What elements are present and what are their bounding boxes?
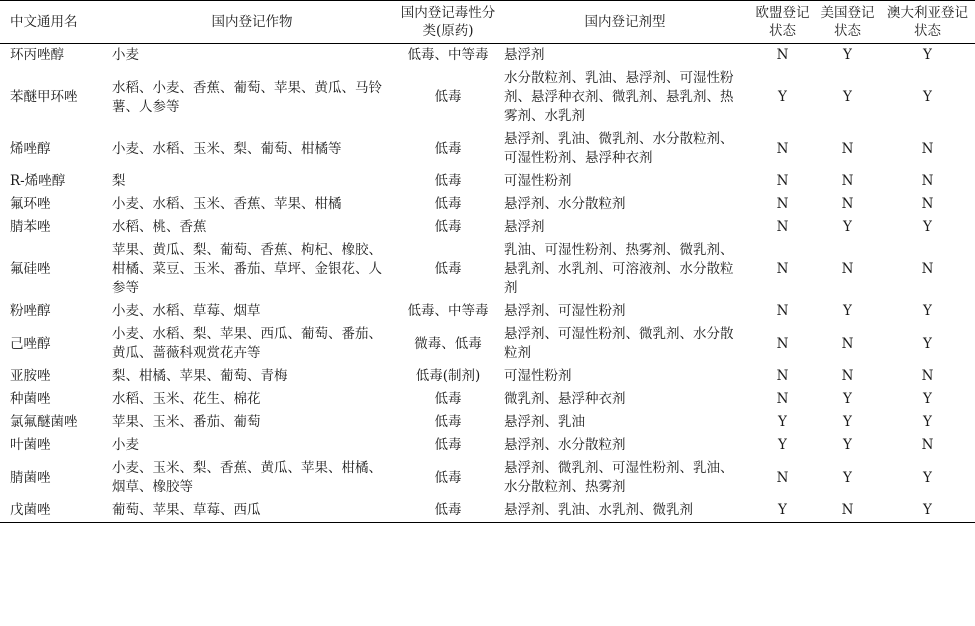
cell-name: 苯醚甲环唑 <box>10 89 78 105</box>
cell-toxicity: 微毒、低毒 <box>414 335 482 352</box>
cell-eu-status: N <box>776 47 789 63</box>
header-crops: 国内登记作物 <box>211 14 293 30</box>
table-row <box>0 323 975 365</box>
cell-name: 粉唑醇 <box>10 303 51 319</box>
cell-name: R-烯唑醇 <box>10 173 66 189</box>
cell-eu-status: N <box>776 261 789 277</box>
cell-eu-status: Y <box>778 437 787 453</box>
table-row <box>0 434 975 457</box>
cell-us-status: Y <box>843 469 852 486</box>
cell-us-status: Y <box>843 303 852 319</box>
cell-crops: 梨 <box>112 173 126 189</box>
header-eu-status: 欧盟登记状态 <box>755 5 810 39</box>
cell-crops: 苹果、玉米、番茄、葡萄 <box>112 414 261 430</box>
cell-formulations: 悬浮剂、水分散粒剂 <box>504 437 626 453</box>
cell-toxicity: 低毒 <box>434 391 462 407</box>
cell-eu-status: N <box>776 173 789 189</box>
cell-au-status: Y <box>923 502 932 518</box>
cell-toxicity: 低毒 <box>434 437 462 453</box>
cell-name: 氟环唑 <box>10 196 51 212</box>
cell-us-status: N <box>841 196 854 212</box>
header-au-status: 澳大利亚登记状态 <box>887 5 968 39</box>
cell-toxicity: 低毒 <box>434 414 462 430</box>
cell-au-status: N <box>921 173 934 189</box>
cell-eu-status: N <box>776 335 789 352</box>
cell-au-status: N <box>921 368 934 384</box>
cell-crops: 水稻、玉米、花生、棉花 <box>112 391 261 407</box>
cell-formulations: 可湿性粉剂 <box>504 173 572 189</box>
cell-formulations: 微乳剂、悬浮种衣剂 <box>504 391 626 407</box>
cell-eu-status: N <box>776 368 789 384</box>
cell-us-status: Y <box>843 219 852 235</box>
table-row <box>0 499 975 523</box>
cell-au-status: Y <box>923 391 932 407</box>
cell-eu-status: Y <box>778 502 787 518</box>
cell-toxicity: 低毒 <box>434 196 462 212</box>
table-row <box>0 365 975 388</box>
cell-name: 叶菌唑 <box>10 437 51 453</box>
cell-us-status: N <box>841 335 854 352</box>
cell-crops: 小麦 <box>112 437 139 453</box>
cell-name: 种菌唑 <box>10 391 51 407</box>
table-row <box>0 193 975 216</box>
cell-formulations: 悬浮剂、可湿性粉剂 <box>504 303 626 319</box>
cell-eu-status: N <box>776 391 789 407</box>
cell-crops: 水稻、桃、香蕉 <box>112 219 207 235</box>
cell-formulations: 水分散粒剂、乳油、悬浮剂、可湿性粉剂、悬浮种衣剂、微乳剂、悬乳剂、热雾剂、水乳剂 <box>504 70 734 124</box>
table-row <box>0 67 975 128</box>
cell-au-status: Y <box>923 303 932 319</box>
cell-au-status: Y <box>923 89 932 105</box>
header-formulations: 国内登记剂型 <box>584 14 666 30</box>
cell-au-status: Y <box>923 414 932 430</box>
cell-formulations: 可湿性粉剂 <box>504 368 572 384</box>
cell-formulations: 悬浮剂、乳油 <box>504 414 585 430</box>
cell-toxicity: 低毒 <box>434 219 462 235</box>
cell-toxicity: 低毒、中等毒 <box>407 303 489 319</box>
cell-name: 腈菌唑 <box>10 469 51 486</box>
cell-eu-status: Y <box>778 414 787 430</box>
cell-name: 腈苯唑 <box>10 219 51 235</box>
cell-toxicity: 低毒(制剂) <box>415 368 481 384</box>
table-row <box>0 411 975 434</box>
cell-crops: 苹果、黄瓜、梨、葡萄、香蕉、枸杞、橡胶、柑橘、菜豆、玉米、番茄、草坪、金银花、人参等 <box>112 242 382 296</box>
cell-us-status: Y <box>843 437 852 453</box>
cell-eu-status: N <box>776 469 789 486</box>
cell-toxicity: 低毒 <box>434 469 462 486</box>
cell-formulations: 悬浮剂、乳油、水乳剂、微乳剂 <box>504 502 693 518</box>
cell-us-status: N <box>841 173 854 189</box>
cell-au-status: Y <box>923 335 932 352</box>
cell-toxicity: 低毒 <box>434 173 462 189</box>
cell-us-status: N <box>841 261 854 277</box>
cell-crops: 水稻、小麦、香蕉、葡萄、苹果、黄瓜、马铃薯、人参等 <box>112 79 382 115</box>
cell-toxicity: 低毒 <box>434 261 462 277</box>
cell-crops: 小麦、水稻、玉米、梨、葡萄、柑橘等 <box>112 140 342 157</box>
cell-formulations: 悬浮剂 <box>504 219 545 235</box>
table-row <box>0 44 975 68</box>
cell-us-status: Y <box>843 391 852 407</box>
cell-eu-status: Y <box>778 89 787 105</box>
cell-crops: 葡萄、苹果、草莓、西瓜 <box>112 502 261 518</box>
cell-crops: 梨、柑橘、苹果、葡萄、青梅 <box>112 368 288 384</box>
cell-au-status: N <box>921 140 934 157</box>
cell-formulations: 悬浮剂、微乳剂、可湿性粉剂、乳油、水分散粒剂、热雾剂 <box>504 460 734 495</box>
header-toxicity: 国内登记毒性分类(原药) <box>400 5 496 39</box>
cell-name: 烯唑醇 <box>10 140 51 157</box>
cell-crops: 小麦、水稻、玉米、香蕉、苹果、柑橘 <box>112 196 342 212</box>
cell-eu-status: N <box>776 196 789 212</box>
cell-us-status: Y <box>843 414 852 430</box>
table-row <box>0 300 975 323</box>
cell-au-status: N <box>921 196 934 212</box>
cell-us-status: N <box>841 140 854 157</box>
table-row <box>0 239 975 300</box>
cell-formulations: 悬浮剂、可湿性粉剂、微乳剂、水分散粒剂 <box>504 326 734 361</box>
cell-toxicity: 低毒、中等毒 <box>407 47 489 63</box>
cell-name: 己唑醇 <box>10 335 51 352</box>
cell-au-status: Y <box>923 47 932 63</box>
cell-crops: 小麦、水稻、草莓、烟草 <box>112 303 261 319</box>
cell-formulations: 悬浮剂 <box>504 47 545 63</box>
cell-crops: 小麦、玉米、梨、香蕉、黄瓜、苹果、柑橘、烟草、橡胶等 <box>112 460 382 495</box>
cell-formulations: 悬浮剂、乳油、微乳剂、水分散粒剂、可湿性粉剂、悬浮种衣剂 <box>504 131 734 166</box>
cell-formulations: 悬浮剂、水分散粒剂 <box>504 196 626 212</box>
table-header-row <box>0 1 975 44</box>
cell-formulations: 乳油、可湿性粉剂、热雾剂、微乳剂、悬乳剂、水乳剂、可溶液剂、水分散粒剂 <box>504 242 734 296</box>
cell-eu-status: N <box>776 140 789 157</box>
cell-us-status: N <box>841 502 854 518</box>
cell-toxicity: 低毒 <box>434 89 462 105</box>
cell-toxicity: 低毒 <box>434 140 462 157</box>
cell-crops: 小麦 <box>112 47 139 63</box>
cell-au-status: Y <box>923 219 932 235</box>
table-row <box>0 170 975 193</box>
table-row <box>0 388 975 411</box>
table-row <box>0 216 975 239</box>
cell-name: 氟硅唑 <box>10 261 51 277</box>
cell-crops: 小麦、水稻、梨、苹果、西瓜、葡萄、番茄、黄瓜、蔷薇科观赏花卉等 <box>112 326 382 361</box>
cell-au-status: Y <box>923 469 932 486</box>
table-row <box>0 128 975 170</box>
cell-au-status: N <box>921 437 934 453</box>
cell-name: 氯氟醚菌唑 <box>10 414 78 430</box>
header-name: 中文通用名 <box>10 14 78 30</box>
cell-us-status: Y <box>843 89 852 105</box>
cell-name: 戊菌唑 <box>10 502 51 518</box>
cell-name: 环丙唑醇 <box>10 47 64 63</box>
cell-name: 亚胺唑 <box>10 368 51 384</box>
cell-au-status: N <box>921 261 934 277</box>
cell-toxicity: 低毒 <box>434 502 462 518</box>
cell-us-status: Y <box>843 47 852 63</box>
table-row <box>0 457 975 499</box>
table-body <box>0 44 975 523</box>
cell-eu-status: N <box>776 303 789 319</box>
cell-eu-status: N <box>776 219 789 235</box>
cell-us-status: N <box>841 368 854 384</box>
header-us-status: 美国登记状态 <box>820 5 875 39</box>
